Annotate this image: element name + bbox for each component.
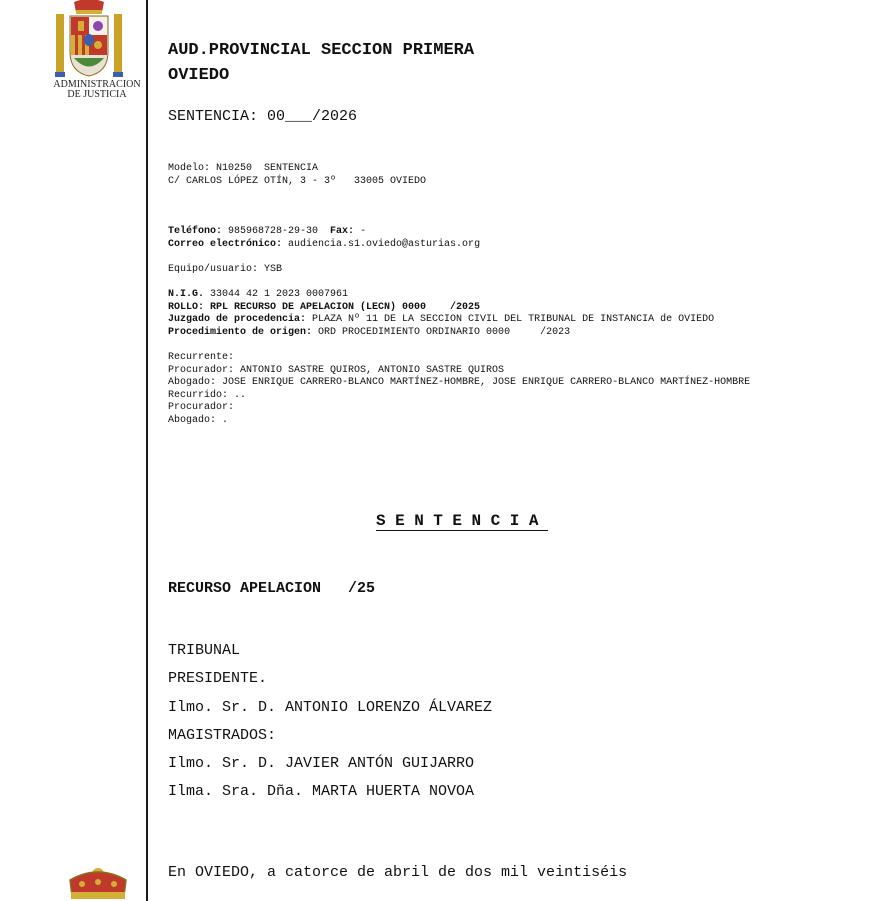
magistrado-1: Ilmo. Sr. D. JAVIER ANTÓN GUIJARRO	[168, 755, 475, 773]
emblem-caption-line1: ADMINISTRACION	[53, 79, 141, 90]
fax-value: -	[354, 226, 367, 237]
telefono-value: 985968728-29-30	[222, 226, 331, 237]
case-info-block	[168, 289, 714, 339]
telefono-label: Teléfono:	[168, 226, 223, 237]
court-line1: AUD.PROVINCIAL SECCION PRIMERA	[168, 41, 475, 60]
document-title: SENTENCIA	[376, 512, 548, 530]
recurso-line: RECURSO APELACION /25	[168, 580, 376, 597]
procurador-line: Procurador: ANTONIO SASTRE QUIROS, ANTONIO SASTRE QUIROS	[168, 364, 505, 376]
crown-icon	[66, 862, 130, 901]
procedimiento-line	[168, 327, 714, 340]
modelo-block	[168, 163, 426, 188]
magistrados-label: MAGISTRADOS:	[168, 726, 277, 744]
tribunal-heading: TRIBUNAL	[168, 642, 241, 659]
coat-of-arms-icon	[52, 0, 126, 78]
parties-block	[168, 352, 808, 427]
correo-label: Correo electrónico:	[168, 238, 283, 250]
recurrente-line: Recurrente:	[168, 352, 241, 363]
juzgado-line	[168, 314, 714, 327]
court-line2: OVIEDO	[168, 66, 230, 85]
juzgado-value: PLAZA Nº 11 DE LA SECCION CIVIL DEL TRIBUNAL DE INSTANCIA de OVIEDO	[306, 314, 715, 325]
correo-line	[168, 239, 480, 252]
emblem-caption-line2: DE JUSTICIA	[67, 89, 127, 100]
recurrido-line: Recurrido: ..	[168, 389, 247, 401]
procurador2-line: Procurador:	[168, 402, 235, 413]
margin-rule	[146, 0, 148, 901]
nig-line	[168, 289, 714, 302]
nig-value: 33044 42 1 2023 0007961	[204, 289, 349, 300]
modelo-line: Modelo: N10250 SENTENCIA	[168, 163, 319, 174]
sentencia-number: SENTENCIA: 00___/2026	[168, 108, 358, 125]
telefono-line	[168, 226, 480, 239]
court-name	[168, 38, 474, 88]
presidente-label: PRESIDENTE.	[168, 670, 268, 688]
address-line: C/ CARLOS LÓPEZ OTÍN, 3 - 3º 33005 OVIEDO	[168, 175, 427, 187]
abogado-line: Abogado: JOSE ENRIQUE CARRERO-BLANCO MARTÍNEZ-HOMBRE, JOSE ENRIQUE CARRERO-BLANCO MARTÍNEZ-HOMBRE	[168, 377, 751, 388]
correo-value: audiencia.s1.oviedo@asturias.org	[282, 238, 481, 250]
equipo-line: Equipo/usuario: YSB	[168, 264, 283, 275]
magistrado-2: Ilma. Sra. Dña. MARTA HUERTA NOVOA	[168, 783, 475, 801]
contact-block	[168, 226, 480, 251]
tribunal-block	[168, 637, 492, 807]
procedimiento-value: ORD PROCEDIMIENTO ORDINARIO 0000 /2023	[312, 326, 571, 338]
date-line: En OVIEDO, a catorce de abril de dos mil veintiséis	[168, 864, 628, 881]
emblem-caption	[48, 80, 146, 100]
abogado2-line: Abogado: .	[168, 414, 229, 426]
juzgado-label: Juzgado de procedencia:	[168, 314, 307, 325]
fax-label: Fax:	[330, 226, 355, 237]
rollo-text: ROLLO: RPL RECURSO DE APELACION (LECN) 0000 /2025	[168, 301, 481, 313]
rollo-line	[168, 302, 714, 315]
nig-label: N.I.G.	[168, 289, 205, 300]
presidente-name: Ilmo. Sr. D. ANTONIO LORENZO ÁLVAREZ	[168, 698, 493, 716]
procedimiento-label: Procedimiento de origen:	[168, 326, 313, 338]
